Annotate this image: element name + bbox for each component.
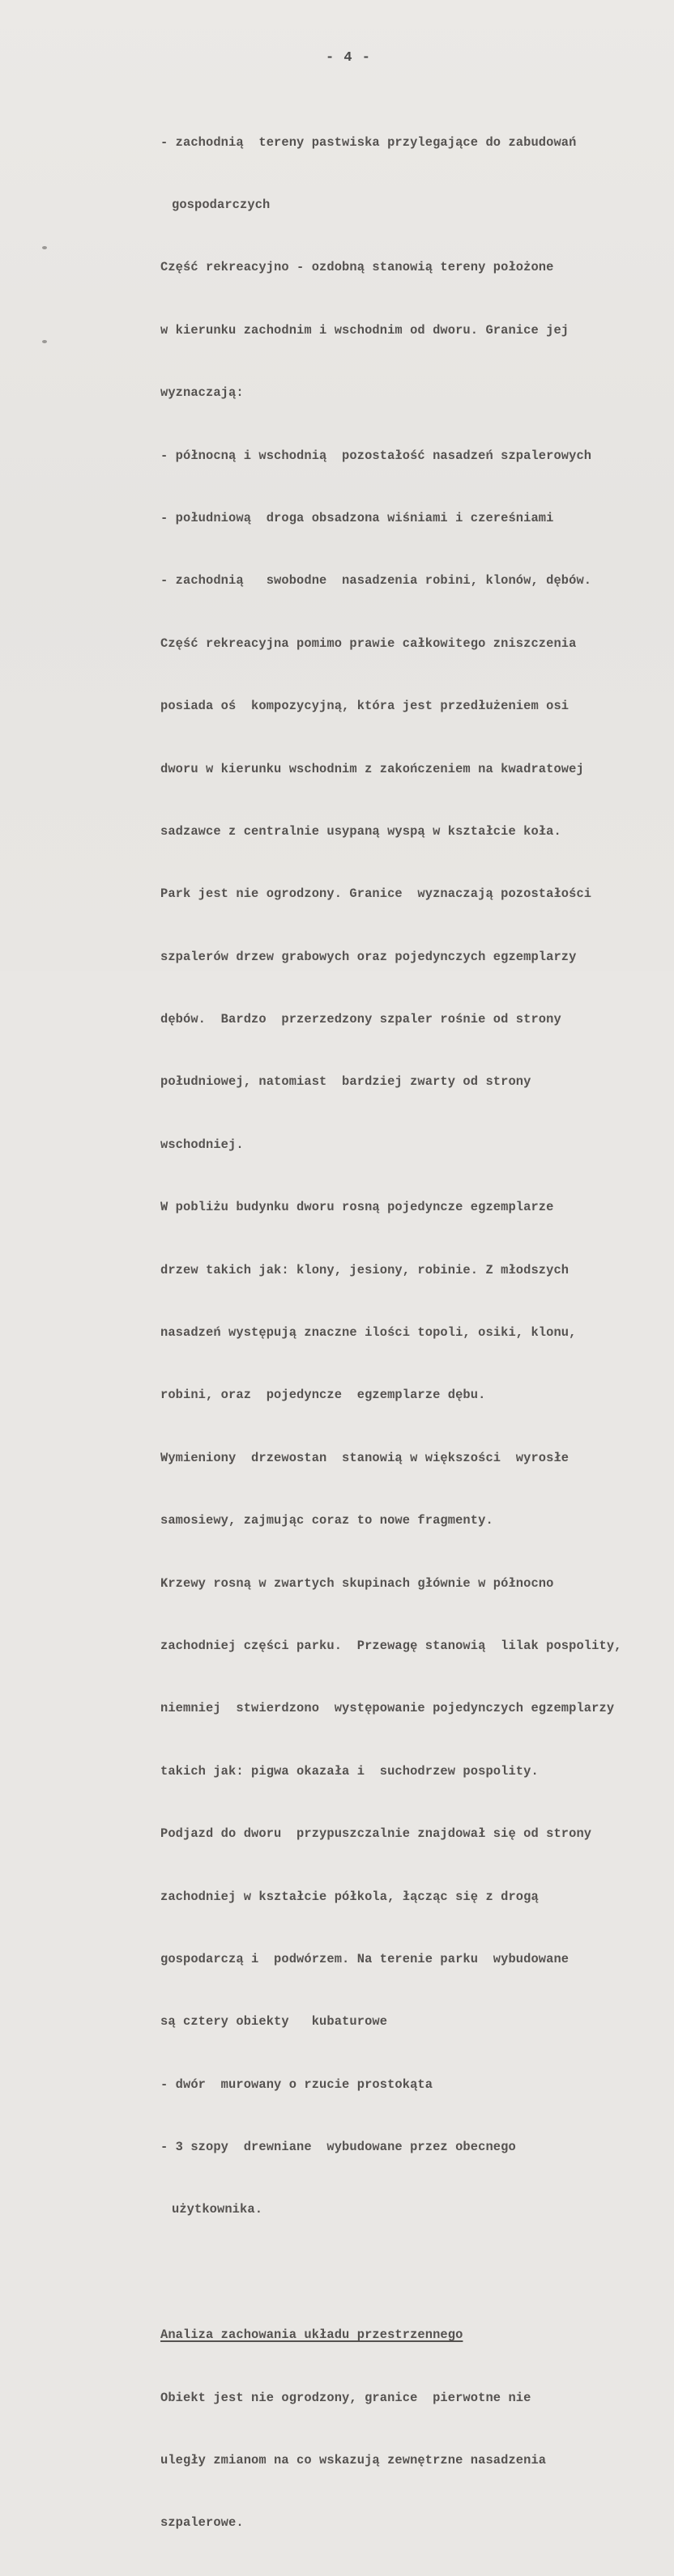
page-number: - 4 - [325,50,371,66]
body-line: niemniej stwierdzono występowanie pojedynczych egzemplarzy [160,1701,615,1716]
body-line: - 3 szopy drewniane wybudowane przez obecnego [160,2140,516,2155]
body-line: posiada oś kompozycyjną, która jest przedłużeniem osi [160,699,569,714]
body-line: gospodarczych [172,197,271,212]
body-line: południowej, natomiast bardziej zwarty od strony [160,1074,531,1090]
body-line: - zachodnią swobodne nasadzenia robini, klonów, dębów. [160,573,592,589]
body-line: dworu w kierunku wschodnim z zakończeniem na kwadratowej [160,761,584,776]
body-line: takich jak: pigwa okazała i suchodrzew pospolity. [160,1763,539,1779]
body-line: - północną i wschodnią pozostałość nasadzeń szpalerowych [160,448,592,463]
body-line: szpalerowe. [160,2515,244,2531]
body-line: zachodniej w kształcie półkola, łącząc się z drogą [160,1889,539,1904]
body-line: robini, oraz pojedyncze egzemplarze dębu. [160,1388,486,1403]
document-body [160,91,671,2576]
body-line: uległy zmianom na co wskazują zewnętrzne nasadzenia [160,2453,547,2468]
body-line: samosiewy, zajmując coraz to nowe fragmenty. [160,1513,493,1528]
body-line: Część rekreacyjna pomimo prawie całkowitego zniszczenia [160,635,577,651]
body-line: wschodniej. [160,1137,244,1152]
body-line: W pobliżu budynku dworu rosną pojedyncze egzemplarze [160,1200,554,1215]
body-line: są cztery obiekty kubaturowe [160,2014,388,2030]
blank-line [160,2263,671,2284]
paper-speck [42,340,47,343]
body-line: sadzawce z centralnie usypaną wyspą w kształcie koła. [160,823,561,839]
body-line: dębów. Bardzo przerzedzony szpaler rośnie od strony [160,1012,561,1027]
body-line: - dwór murowany o rzucie prostokąta [160,2077,433,2092]
body-line: użytkownika. [172,2202,263,2217]
body-line: gospodarczą i podwórzem. Na terenie parku wybudowane [160,1951,569,1966]
body-line: Część rekreacyjno - ozdobną stanowią tereny położone [160,260,554,275]
body-line: w kierunku zachodnim i wschodnim od dworu. Granice jej [160,322,569,338]
body-line: Park jest nie ogrodzony. Granice wyznaczają pozostałości [160,886,592,902]
body-line: - zachodnią tereny pastwiska przylegające do zabudowań [160,134,577,150]
body-line: nasadzeń występują znaczne ilości topoli, osiki, klonu, [160,1325,577,1341]
body-line: Krzewy rosną w zwartych skupinach głównie w północno [160,1575,554,1591]
body-line: Wymieniony drzewostan stanowią w większości wyrosłe [160,1450,569,1465]
paper-speck [42,246,47,249]
body-line: Obiekt jest nie ogrodzony, granice pierwotne nie [160,2390,531,2405]
body-line: drzew takich jak: klony, jesiony, robinie. Z młodszych [160,1262,569,1277]
body-line: - południową droga obsadzona wiśniami i czereśniami [160,510,554,525]
body-line: wyznaczają: [160,385,244,401]
body-line: szpalerów drzew grabowych oraz pojedynczych egzemplarzy [160,949,577,964]
body-line: zachodniej części parku. Przewagę stanowią lilak pospolity, [160,1638,622,1653]
section-heading: Analiza zachowania układu przestrzennego [160,2327,463,2343]
body-line: Podjazd do dworu przypuszczalnie znajdował się od strony [160,1826,592,1842]
